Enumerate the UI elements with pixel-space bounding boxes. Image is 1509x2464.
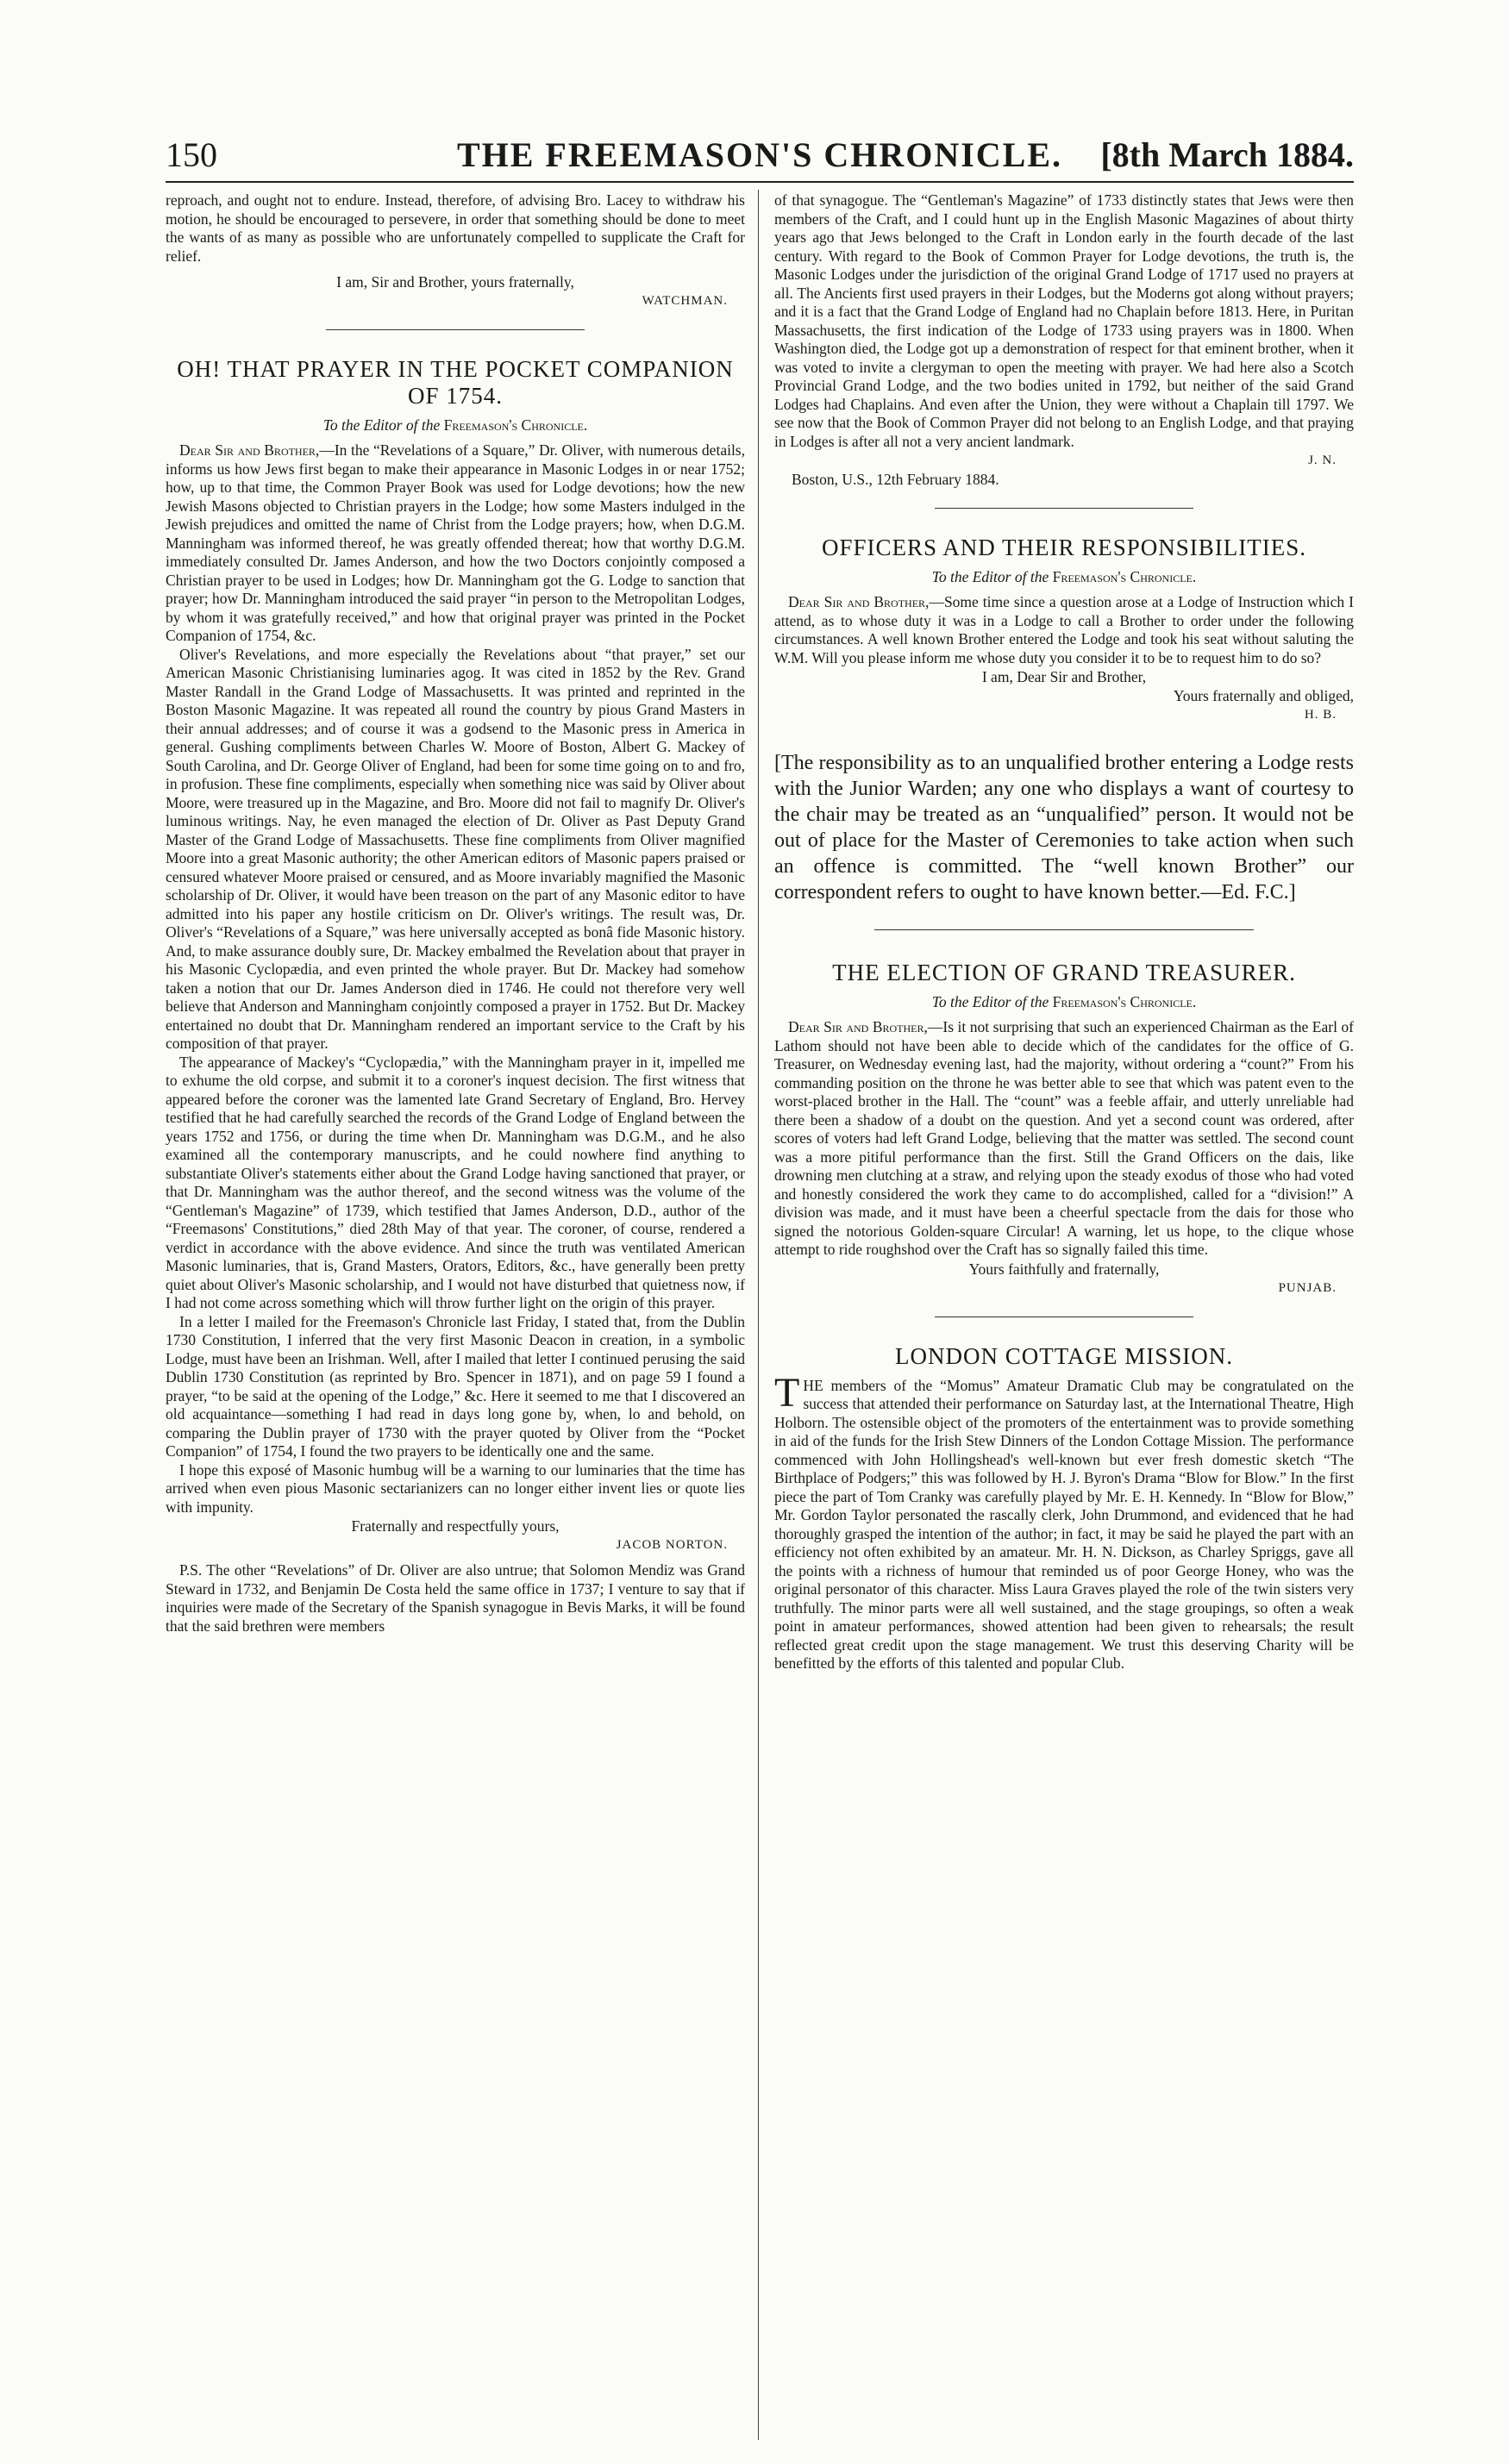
to-editor-paper: Freemason's Chronicle. <box>1052 993 1197 1010</box>
editor-note: [The responsibility as to an unqualified brother entering a Lodge rests with the Junior Warden; any one who displays a want of courtesy to the chair may be treated as an “unqualified” person. It would not be out of place for the Master of Ceremonies to take action when such an offence is committed. The “well known Brother” our correspondent refers to ought to have known better.—Ed. F.C.] <box>774 752 1354 904</box>
article-title-prayer: OH! THAT PRAYER IN THE POCKET COMPANION OF 1754. <box>177 356 734 409</box>
paragraph-text: —Is it not surprising that such an experienced Chairman as the Earl of Lathom should not have been able to decide which of the candidates for the office of G. Treasurer, on Wednesday evening last, had the majority, without ordering a “count?” From his commanding position on the throne he was better able to see that which was patent even to the worst-placed brother in the Hall. The “count” was a feeble affair, and utterly unreliable had there been a shadow of a doubt on the question. And yet a second count was ordered, after scores of voters had left Grand Lodge, believing that the matter was settled. The second count was a more pitiful performance than the first. Still the Grand Officers on the dais, like drowning men clutching at a straw, and relying upon the steady exodus of those who had voted and honestly considered the work they came to do accomplished, called for a “division!” A division was made, and it must have been a cheerful spectacle from the dais for those who signed the notorious Golden-square Circular! A warning, let us hope, to the clique whose attempt to ride roughshod over the Craft has so signally failed this time. <box>774 1018 1355 1258</box>
letter-closing: Fraternally and respectfully yours, <box>351 1517 560 1535</box>
to-editor-line <box>774 568 1354 586</box>
article-paragraph <box>774 1018 1354 1260</box>
to-editor-paper: Freemason's Chronicle. <box>1052 568 1197 585</box>
paragraph-text: HE members of the “Momus” Amateur Dramatic Club may be congratulated on the success that attended their performance on Saturday last, at the International Theatre, High Holborn. The ostensible object of the promoters of the entertainment was to provide something in aid of the funds for the Irish Stew Dinners of the London Cottage Mission. The performance commenced with John Hollingshead's well-known but ever fresh domestic sketch “The Birthplace of Podgers;” this was followed by H. J. Byron's Drama “Blow for Blow.” In the first piece the part of Tom Cranky was carefully played by Mr. E. H. Kennedy. In “Blow for Blow,” Mr. Gordon Taylor personated the rascally clerk, John Drummond, and evidenced that he had thoroughly grasped the intention of the author; in fact, it may be said he played the part with an efficiency not often exhibited by an amateur. Mr. H. N. Dickson, as Charley Spriggs, gave all the points with a richness of humour that reminded us of poor George Honey, who was the original personator of this character. Miss Laura Graves played the role of the twin sisters very truthfully. The minor parts were all well sustained, and the stage groupings, so often a weak point in amateur performances, showed attention had been given to rehearsals; the result reflected great credit upon the stage management. We trust this deserving Charity will be benefitted by the efforts of this talented and popular Club. <box>774 1376 1354 1672</box>
drop-cap: T <box>774 1369 800 1416</box>
letter-closing: I am, Dear Sir and Brother, <box>981 668 1147 685</box>
letter-closing: I am, Sir and Brother, yours fraternally, <box>336 273 574 291</box>
letter-signature: WATCHMAN. <box>642 294 728 308</box>
salutation: Dear Sir and Brother, <box>788 1018 928 1035</box>
to-editor-text: To the Editor of the <box>931 993 1049 1010</box>
letter-closing: Yours faithfully and fraternally, <box>968 1260 1160 1278</box>
continued-paragraph: of that synagogue. The “Gentleman's Magazine” of 1733 distinctly states that Jews were then members of the Craft, and I could hunt up in the English Masonic Magazines of about thirty years ago that Jews belonged to the Craft in London early in the fourth decade of the last century. With regard to the Book of Common Prayer for Lodge devotions, the truth is, the Masonic Lodges under the jurisdiction of the original Grand Lodge of 1717 used no prayers at all. The Ancients first used prayers in their Lodges, but the Moderns got along without prayers; and it is a fact that the Grand Lodge of England had no Chaplain before 1813. Here, in Puritan Massachusetts, the first indication of the Lodge of 1733 using prayers was in 1800. When Washington died, the Lodge got up a demonstration of respect for that eminent brother, when it was voted to invite a clergyman to open the meeting with prayer. We had here also a Scotch Provincial Grand Lodge, and the two bodies united in 1792, but neither of the said Grand Lodges had Chaplains. And even after the Union, they were without a Chaplain till 1797. We see now that the Book of Common Prayer did not belong to an English Lodge, and that praying in Lodges is after all not a very ancient landmark. <box>774 191 1354 450</box>
salutation: Dear Sir and Brother, <box>788 593 930 610</box>
letter-signature: JACOB NORTON. <box>616 1538 728 1552</box>
page-header <box>166 129 1354 183</box>
paragraph-text: —In the “Revelations of a Square,” Dr. Oliver, with numerous details, informs us how Jews first began to make their appearance in Masonic Lodges in or near 1752; how, up to that time, the Common Prayer Book was used for Lodge devotions; how the new Jewish Masons objected to Christian prayers in the Lodge; how some Masters indulged in the Jewish prejudices and omitted the name of Christ from the Lodge prayers; how, when D.G.M. Manningham was informed thereof, he was greatly offended thereat; how that worthy D.G.M. immediately consulted Dr. James Anderson, and how the two Doctors conjointly composed a Christian prayer to be used in Lodges; how Dr. Manningham got the G. Lodge to sanction that prayer; how Dr. Manningham introduced the said prayer “in person to the Metropolitan Lodges, by whom it was gratefully received,” and how that original prayer was printed in the Pocket Companion of 1754, &c. <box>166 441 745 644</box>
letter-signature: PUNJAB. <box>1278 1280 1337 1295</box>
to-editor-paper: Freemason's Chronicle. <box>443 416 588 434</box>
continued-paragraph: reproach, and ought not to endure. Instead, therefore, of advising Bro. Lacey to withdraw his motion, he should be encouraged to persevere, in order that something should be done to meet the wants of as many as possible who are unfortunately compelled to supplicate the Craft for relief. <box>166 191 745 265</box>
article-paragraph <box>774 593 1354 667</box>
to-editor-text: To the Editor of the <box>322 416 441 434</box>
to-editor-line <box>774 993 1354 1011</box>
article-paragraph <box>166 441 745 646</box>
postscript: P.S. The other “Revelations” of Dr. Oliver are also untrue; that Solomon Mendiz was Grand Steward in 1732, and Benjamin De Costa held the same office in 1737; I venture to say that if inquiries were made of the Secretary of the Spanish synagogue in Bevis Marks, it will be found that the said brethren were members <box>166 1561 745 1635</box>
paragraph-text: —Some time since a question arose at a Lodge of Instruction which I attend, as to whose duty it was in a Lodge to call a Brother to order under the following circumstances. A well known Brother entered the Lodge and took his seat without saluting the W.M. Will you please inform me whose duty you consider it to be to request him to do so? <box>774 593 1354 666</box>
to-editor-text: To the Editor of the <box>931 568 1049 585</box>
article-paragraph: In a letter I mailed for the Freemason's Chronicle last Friday, I stated that, from the Dublin 1730 Constitution, I inferred that the very first Masonic Deacon in creation, in a symbolic Lodge, must have been an Irishman. Well, after I mailed that letter I continued perusing the said Dublin 1730 Constitution (as reprinted by Bro. Spencer in 1871), and on page 59 I found a prayer, “to be said at the opening of the Lodge,” &c. Here it seemed to me that I discovered an old acquaintance—something I had read in days long gone by, when, lo and behold, on comparing the Dublin prayer of 1730 with the prayer quoted by Oliver from the “Pocket Companion” of 1754, I found the two prayers to be identically one and the same. <box>166 1312 745 1460</box>
left-column <box>166 191 745 1635</box>
dateline: Boston, U.S., 12th February 1884. <box>792 471 999 488</box>
salutation: Dear Sir and Brother, <box>179 441 320 459</box>
issue-date: [8th March 1884. <box>1100 135 1354 174</box>
article-paragraph: Oliver's Revelations, and more especially the Revelations about “that prayer,” set our American Masonic Christianising luminaries agog. It was cited in 1852 by the Rev. Grand Master Randall in the Grand Lodge of Massachusetts. It was printed and reprinted in the Boston Masonic Magazine. It was repeated all round the country by pious Grand Masters in their annual addresses; and of course it was a godsend to the Masonic press in America in general. Gushing compliments between Charles W. Moore of Boston, Albert G. Mackey of South Carolina, and Dr. George Oliver of England, had been for some time going on to and fro, in profusion. These fine compliments, especially when something nice was said by Oliver about Moore, were treasured up in the Magazine, and Bro. Moore did not fail to magnify Dr. Oliver's luminous writings. Nay, he even managed the election of Dr. Oliver as Past Deputy Grand Master of the Grand Lodge of Massachusetts. These fine compliments from Oliver magnified Moore into a great Masonic authority; the other American editors of Masonic papers praised or censured whatever Moore praised or censured, and as Moore invariably magnified the Masonic scholarship of Dr. Oliver, it would have been treason on the part of any Masonic editor to have admitted into his paper any hostile criticism on Dr. Oliver's writings. The result was, Dr. Oliver's “Revelations of a Square,” was here universally accepted as bonâ fide Masonic history. And, to make assurance doubly sure, Dr. Mackey embalmed the Revelation about that prayer in his Masonic Cyclopædia, and even printed the whole prayer. But Dr. Mackey had somehow taken a notion that our Dr. James Anderson died in 1746. He could not therefore very well believe that Anderson and Manningham conjointly composed a prayer in 1752. But Dr. Mackey entertained no doubt that Dr. Manningham rendered an important service to the Craft by his composition of that prayer. <box>166 645 745 1052</box>
section-divider <box>326 329 585 330</box>
article-paragraph: I hope this exposé of Masonic humbug will be a warning to our luminaries that the time has arrived when even pious Masonic sectarianizers can no longer either invent lies or quote lies with impunity. <box>166 1460 745 1516</box>
section-divider <box>874 929 1254 930</box>
column-divider <box>758 190 759 2440</box>
article-title-officers: OFFICERS AND THEIR RESPONSIBILITIES. <box>821 535 1307 560</box>
page-number: 150 <box>166 135 217 174</box>
article-paragraph: The appearance of Mackey's “Cyclopædia,” with the Manningham prayer in it, impelled me to exhume the old corpse, and submit it to a coroner's inquest decision. The first witness that appeared before the coroner was the lamented late Grand Secretary of England, Bro. Hervey testified that he had carefully searched the records of the Grand Lodge of England between the years 1752 and 1756, or during the time when Dr. Manningham was D.G.M., and he also examined all the contemporary manuscripts, and he could nowhere find anything to substantiate Oliver's statements either about the Grand Lodge having sanctioned that prayer, or that Dr. Manningham was the author thereof, and the second witness was the volume of the “Gentleman's Magazine” of 1739, which testified that James Anderson, D.D., author of the “Freemasons' Constitutions,” died 28th May of that year. The coroner, of course, rendered a verdict in accordance with the above evidence. And since the truth was ventilated American Masonic luminaries, that is, Grand Masters, Orators, Editors, &c., have generally been pretty quiet about Oliver's Masonic scholarship, and I would not have disturbed that quietness now, if I had not come across something which will throw further light on the origin of this prayer. <box>166 1053 745 1311</box>
letter-initials: J. N. <box>1308 453 1337 467</box>
letter-initials: H. B. <box>1304 708 1337 722</box>
right-column <box>774 191 1354 1673</box>
journal-title: THE FREEMASON'S CHRONICLE. <box>456 135 1063 174</box>
section-divider <box>935 508 1193 509</box>
article-title-mission: LONDON COTTAGE MISSION. <box>894 1342 1234 1369</box>
to-editor-line <box>166 416 745 435</box>
article-paragraph <box>774 1369 1354 1673</box>
letter-closing: Yours fraternally and obliged, <box>1173 687 1354 704</box>
article-title-election: THE ELECTION OF GRAND TREASURER. <box>832 960 1296 985</box>
section-divider <box>935 1316 1193 1317</box>
